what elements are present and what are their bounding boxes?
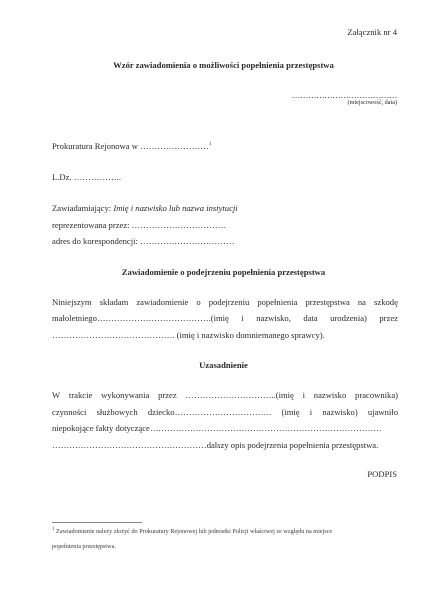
notifier-value: Imię i nazwisko lub nazwa instytucji (113, 203, 238, 213)
word: dziecko……………………………. (147, 407, 272, 417)
word: składam (99, 297, 129, 307)
justification-line-3: niepokojące fakty dotyczące……………………………………………………………………… (52, 423, 382, 433)
signature-label: PODPIS (367, 469, 397, 479)
notice-paragraph-line-1 (52, 297, 398, 307)
reference-number: L.Dz. …………….. (52, 172, 121, 182)
notice-paragraph-line-2 (52, 313, 398, 323)
word: i (309, 407, 313, 417)
place-date-label: (miejscowość, data) (347, 99, 397, 106)
word: ujawniło (367, 407, 398, 417)
word: małoletniego………………………………….(imię (52, 313, 229, 323)
word: zawiadomienie (136, 297, 189, 307)
word: pracownika) (355, 390, 398, 400)
word: W (52, 390, 61, 400)
word: trakcie (68, 390, 93, 400)
word: i (241, 313, 244, 323)
word: nazwisko (313, 390, 347, 400)
word: przez (379, 313, 398, 323)
justification-line-2 (52, 407, 398, 417)
document-title: Wzór zawiadomienia o możliwości popełnienia przestępstwa (113, 60, 334, 70)
justification-heading: Uzasadnienie (199, 360, 248, 370)
footnote-text-1: Zawiadomienie należy złożyć do Prokuratury Rejonowej lub jednostki Policji właściwej ze względu na miejsce (56, 528, 333, 535)
place-date-dots: ………………………………… (291, 90, 397, 100)
prosecutor-office-line (52, 141, 211, 151)
word: nazwisko) (322, 407, 358, 417)
word: i (302, 390, 306, 400)
prosecutor-office-text: Prokuratura Rejonowa w …………………… (52, 141, 209, 151)
notifier-line (52, 203, 238, 213)
footnote-ref: 1 (208, 142, 212, 148)
word: służbowych (96, 407, 138, 417)
footnote-line-1 (52, 528, 398, 535)
footnote-line-2: popełnienia przestępstwa. (52, 543, 116, 550)
footnote-mark: 1 (52, 526, 55, 532)
represented-by-line: reprezentowana przez: …………………………… (52, 220, 227, 230)
notifier-label: Zawiadamiający: (52, 203, 112, 213)
word: przestępstwa (305, 297, 350, 307)
notice-paragraph-line-3: ……………………………………. (imię i nazwisko domniemanego sprawcy). (52, 330, 325, 340)
word: o (196, 297, 201, 307)
word: szkodę (374, 297, 398, 307)
correspondence-address-line: adres do korespondencji: …………………………… (52, 236, 235, 246)
word: na (357, 297, 366, 307)
word: (imię (281, 407, 300, 417)
word: popełnienia (257, 297, 298, 307)
notice-heading: Zawiadomienie o podejrzeniu popełnienia przestępstwa (121, 267, 326, 277)
justification-line-4: ………………………………………………dalszy opis podejrzenia popełnienia przestępstwa. (52, 440, 379, 450)
word: Niniejszym (52, 297, 92, 307)
word: urodzenia) (330, 313, 367, 323)
attachment-label: Załącznik nr 4 (347, 27, 397, 37)
word: nazwisko, (256, 313, 291, 323)
word: przez (158, 390, 177, 400)
word: …………………………..(imię (185, 390, 294, 400)
word: podejrzeniu (208, 297, 250, 307)
justification-line-1 (52, 390, 398, 400)
word: data (303, 313, 318, 323)
footnote-divider (52, 522, 142, 523)
word: czynności (52, 407, 87, 417)
word: wykonywania (101, 390, 150, 400)
